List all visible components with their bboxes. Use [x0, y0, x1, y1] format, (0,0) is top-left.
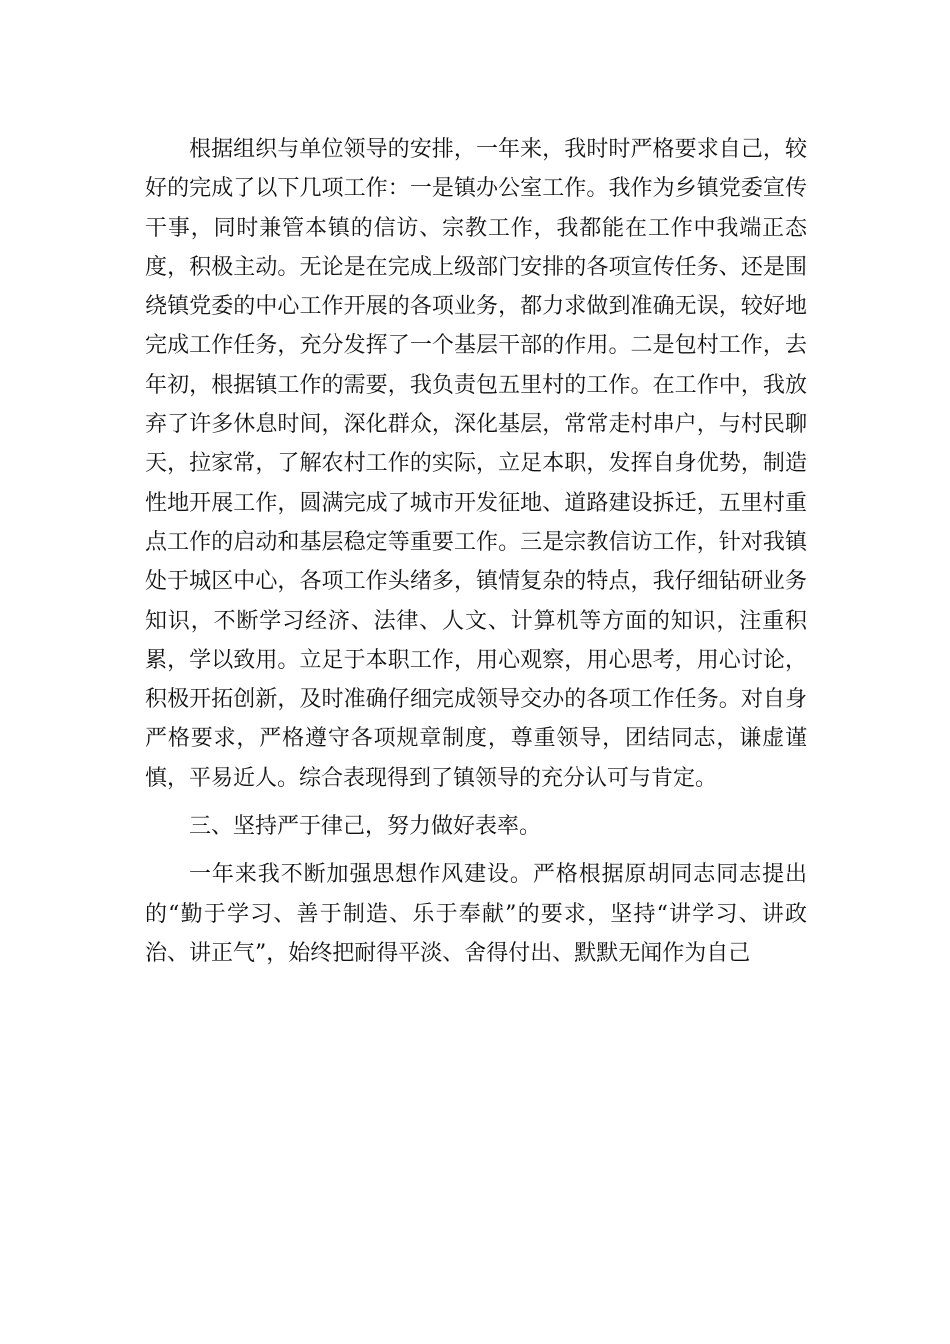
- section-heading-self-discipline: 三、坚持严于律己，努力做好表率。: [189, 814, 542, 840]
- body-paragraph-work-summary: 根据组织与单位领导的安排，一年来，我时时严格要求自己，较好的完成了以下几项工作：一是镇办公室工作。我作为乡镇党委宣传干事，同时兼管本镇的信访、宗教工作，我都能在工作中我端正态度，积极主动。无论是在完成上级部门安排的各项宣传任务、还是围绕镇党委的中心工作开展的各项业务，都力求做到准确无误，较好地完成工作任务，充分发挥了一个基层干部的作用。二是包村工作，去年初，根据镇工作的需要，我负责包五里村的工作。在工作中，我放弃了许多休息时间，深化群众，深化基层，常常走村串户，与村民聊天，拉家常，了解农村工作的实际，立足本职，发挥自身优势，制造性地开展工作，圆满完成了城市开发征地、道路建设拆迁，五里村重点工作的启动和基层稳定等重要工作。三是宗教信访工作，针对我镇处于城区中心，各项工作头绪多，镇情复杂的特点，我仔细钻研业务知识，不断学习经济、法律、人文、计算机等方面的知识，注重积累，学以致用。立足于本职工作，用心观察，用心思考，用心讨论，积极开拓创新，及时准确仔细完成领导交办的各项工作任务。对自身严格要求，严格遵守各项规章制度，尊重领导，团结同志，谦虚谨慎，平易近人。综合表现得到了镇领导的充分认可与肯定。: [145, 137, 807, 791]
- document-body: [145, 130, 807, 973]
- body-paragraph-conduct: 一年来我不断加强思想作风建设。严格根据原胡同志同志提出的“勤于学习、善于制造、乐于奉献”的要求，坚持“讲学习、讲政治、讲正气”，始终把耐得平淡、舍得付出、默默无闻作为自己: [145, 862, 807, 966]
